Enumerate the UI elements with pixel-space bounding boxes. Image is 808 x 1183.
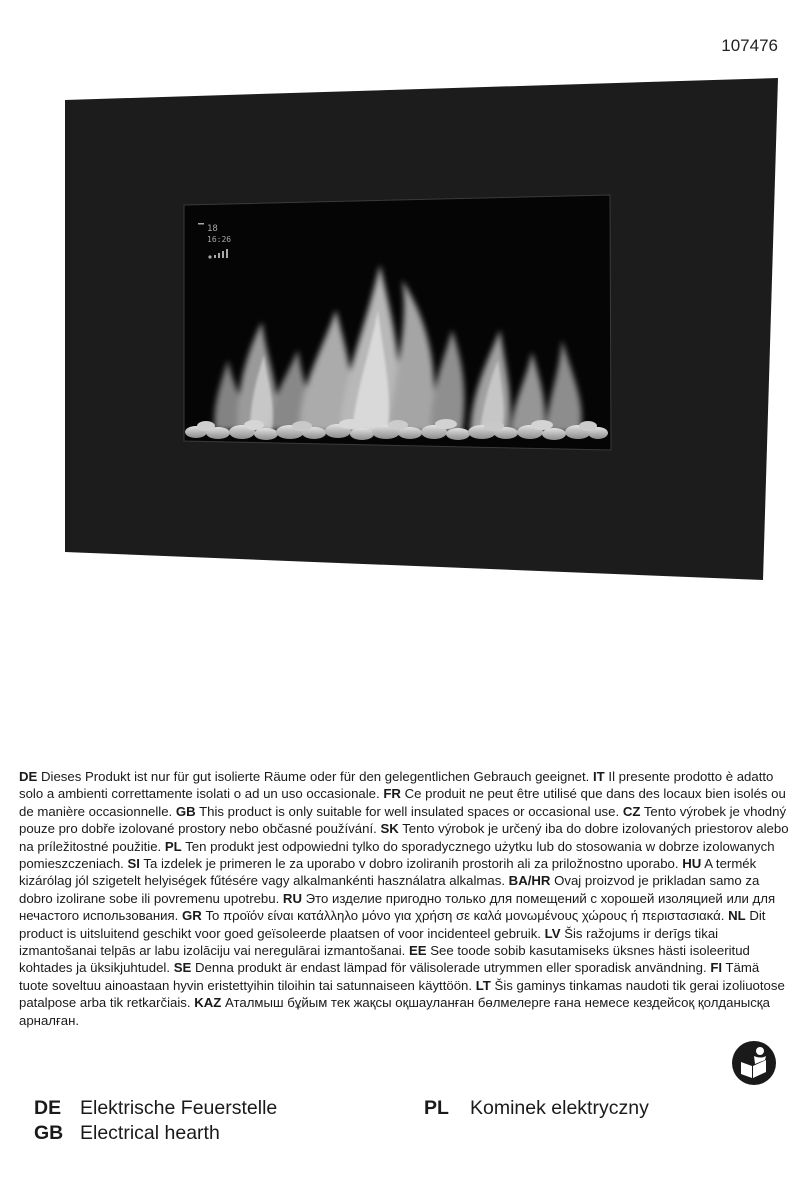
document-number: 107476 bbox=[721, 36, 778, 55]
warning-lang-code: DE bbox=[19, 769, 38, 784]
title-text: Elektrische Feuerstelle bbox=[80, 1097, 278, 1119]
warning-text: Denna produkt är endast lämpad för välisolerade utrymmen eller sporadisk användning. bbox=[194, 960, 707, 976]
warning-lang-code: GB bbox=[175, 803, 196, 819]
warning-text: See toode sobib kasutamiseks üksnes hästi isoleeritud kohtades ja üksikjuhtudel. bbox=[19, 943, 750, 976]
warning-text: Tento výrobek je vhodný pouze pro dobře izolované prostory nebo občasné používání. bbox=[19, 803, 787, 837]
warning-text: Το προϊόν είναι κατάλληλο μόνο για χρήση σε καλά μονωμένους χώρους ή περιστασιακά. bbox=[205, 908, 725, 924]
temperature-readout: 18 bbox=[207, 224, 218, 234]
read-manual-icon bbox=[731, 1040, 777, 1086]
warning-text: Il presente prodotto è adatto solo a ambienti correttamente isolati o ad un uso occasionale. bbox=[19, 769, 774, 802]
warning-text: Dieses Produkt ist nur für gut isolierte Räume oder für den gelegentlichen Gebrauch geeignet. bbox=[41, 769, 590, 784]
warning-lang-code: LT bbox=[475, 977, 491, 993]
warning-lang-code: HU bbox=[682, 856, 702, 872]
title-lang-code: GB bbox=[34, 1122, 64, 1144]
warning-text: Это изделие пригодно только для помещений с хорошей изоляцией или для нечастого использования. bbox=[19, 890, 776, 924]
warning-text: Šis gaminys tinkamas naudoti tik gerai izoliuotose patalpose arba tik retkarčiais. bbox=[19, 977, 785, 1011]
warning-lang-code: KAZ bbox=[194, 995, 222, 1011]
warning-lang-code: FI bbox=[710, 960, 723, 976]
fireplace-product-image bbox=[0, 60, 808, 600]
warning-lang-code: SI bbox=[127, 856, 140, 872]
title-text: Electrical hearth bbox=[80, 1122, 220, 1144]
title-pl bbox=[424, 1097, 649, 1120]
warning-lang-code: SK bbox=[380, 821, 399, 837]
warning-lang-code: SE bbox=[173, 960, 192, 976]
warning-text: Tento výrobok je určený iba do dobre izolovaných priestorov alebo na príležitostné použitie. bbox=[19, 821, 789, 854]
warning-lang-code: RU bbox=[282, 890, 302, 906]
warning-lang-code: FR bbox=[383, 786, 401, 802]
title-de bbox=[34, 1097, 277, 1120]
warning-text: Аталмыш бұйым тек жақсы оқшауланған бөлмелерге ғана немесе кездейсоқ қолданысқа арналған. bbox=[19, 995, 770, 1028]
time-readout: 16:26 bbox=[207, 235, 232, 244]
title-gb bbox=[34, 1122, 220, 1145]
warning-lang-code: CZ bbox=[622, 803, 641, 819]
warning-text: Ovaj proizvod je prikladan samo za dobro izolirane sobe ili povremenu upotrebu. bbox=[19, 873, 760, 906]
warning-text: This product is only suitable for well insulated spaces or occasional use. bbox=[199, 803, 620, 819]
warning-lang-code: LV bbox=[544, 925, 561, 941]
warning-text: Ce produit ne peut être utilisé que dans des locaux bien isolés ou de manière occasionnelle. bbox=[19, 786, 786, 819]
warning-text: Ta izdelek je primeren le za uporabo v dobro izoliranih prostorih ali za priložnostno uporabo. bbox=[143, 856, 679, 872]
warning-lang-code: EE bbox=[409, 943, 427, 959]
warning-lang-code: NL bbox=[728, 908, 746, 924]
safety-warning-text bbox=[19, 768, 790, 1029]
warning-lang-code: BA/HR bbox=[508, 873, 551, 889]
warning-text: Šis ražojums ir derīgs tikai izmantošanai telpās ar labu izolāciju vai neregulārai izmantošanai. bbox=[19, 925, 719, 959]
title-lang-code: DE bbox=[34, 1097, 62, 1119]
warning-text: Ten produkt jest odpowiedni tylko do sporadycznego użytku lub do stosowania w dobrze izolowanych pomieszczeniach. bbox=[19, 838, 775, 872]
warning-text: A termék kizárólag jól szigetelt helyiségek fűtésére vagy alkalmankénti használatra alkalmas. bbox=[19, 856, 757, 889]
warning-text: Tämä tuote soveltuu ainoastaan hyvin eristettyihin tiloihin tai satunnaiseen käyttöön. bbox=[19, 960, 760, 993]
title-lang-code: PL bbox=[424, 1097, 449, 1119]
warning-lang-code: PL bbox=[164, 838, 182, 854]
title-text: Kominek elektryczny bbox=[470, 1097, 649, 1119]
warning-text: Dit product is uitsluitend geschikt voor goed geïsoleerde plaatsen of voor incidenteel gebruik. bbox=[19, 908, 766, 941]
warning-lang-code: IT bbox=[593, 769, 605, 784]
warning-lang-code: GR bbox=[181, 908, 202, 924]
